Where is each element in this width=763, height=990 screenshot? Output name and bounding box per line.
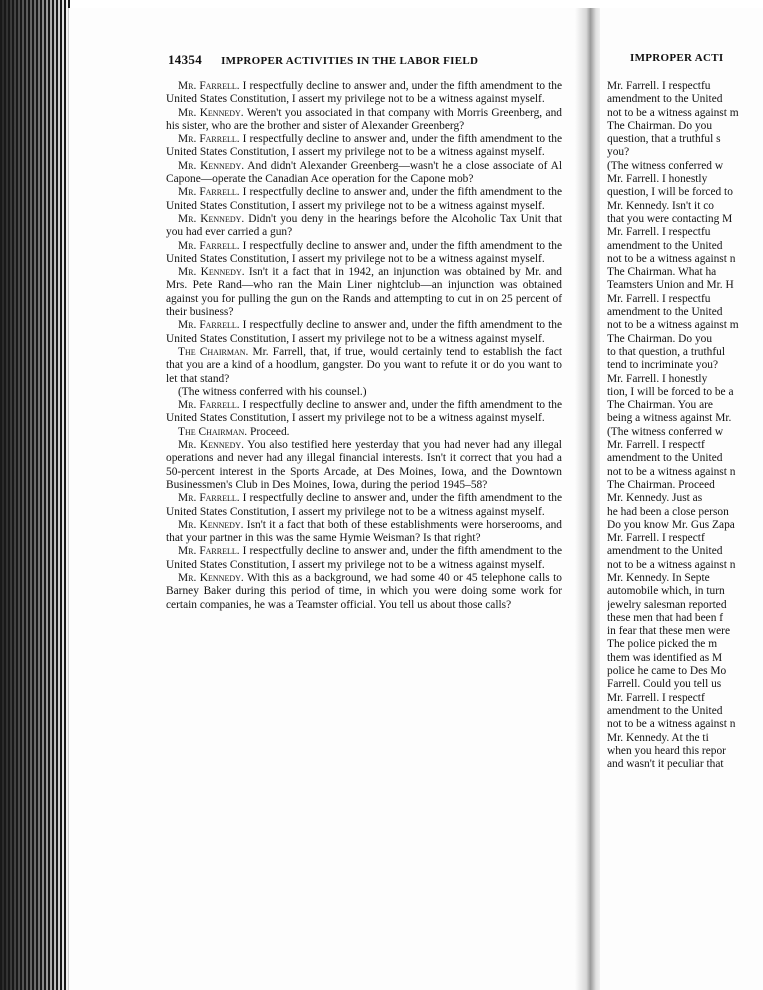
testimony-paragraph	[166, 80, 562, 107]
speaker-label: Mr. Farrell.	[178, 239, 240, 252]
speaker-label: Mr. Kennedy.	[178, 212, 245, 225]
text-line: these men that had been f	[607, 611, 724, 624]
testimony-paragraph	[166, 519, 562, 546]
text-line: Mr. Kennedy. At the ti	[607, 731, 709, 744]
text-line: to that question, a truthful	[607, 345, 725, 358]
speaker-label: Mr. Kennedy.	[178, 439, 244, 452]
testimony-paragraph	[166, 266, 562, 319]
testimony-paragraph	[166, 240, 562, 267]
text-line: The Chairman. What ha	[607, 266, 717, 279]
speaker-label: The Chairman.	[178, 425, 248, 438]
testimony-text: Didn't you deny in the hearings before the Alcoholic Tax Unit that you had ever carried a gun?	[166, 212, 562, 239]
testimony-paragraph	[166, 319, 562, 346]
text-line: and wasn't it peculiar that	[607, 758, 724, 771]
testimony-paragraph	[166, 346, 562, 386]
text-line: Mr. Farrell. I honestly	[607, 372, 708, 385]
text-line: not to be a witness against m	[607, 319, 739, 332]
testimony-text: I respectfully decline to answer and, under the fifth amendment to the United States Constitution, I assert my privilege not to be a witness against myself.	[166, 186, 562, 212]
text-line: you?	[607, 146, 630, 159]
testimony-paragraph	[166, 107, 562, 134]
text-line: jewelry salesman reported	[607, 598, 727, 611]
speaker-label: The Chairman.	[178, 345, 249, 358]
testimony-text: I respectfully decline to answer and, under the fifth amendment to the United States Constitution, I assert my privilege not to be a witness against myself.	[166, 545, 562, 571]
text-line: Mr. Farrell. I respectfu	[607, 226, 711, 239]
speaker-label: Mr. Farrell.	[178, 545, 240, 558]
text-line: police he came to Des Mo	[607, 665, 727, 678]
speaker-label: Mr. Kennedy.	[178, 266, 245, 279]
testimony-paragraph	[166, 545, 562, 572]
text-line: not to be a witness against n	[607, 718, 736, 731]
testimony-text: Isn't it a fact that in 1942, an injunction was obtained by Mr. and Mrs. Pete Rand—who ran the Main Liner nightclub—an injunction was obtained against you for pulling the gun on the Rands and attempting to cut in on 25 percent of their business?	[166, 266, 562, 319]
text-line: amendment to the United	[607, 306, 723, 319]
testimony-paragraph	[166, 572, 562, 612]
testimony-text: I respectfully decline to answer and, under the fifth amendment to the United States Constitution, I assert my privilege not to be a witness against myself.	[166, 133, 562, 159]
speaker-label: Mr. Farrell.	[178, 399, 240, 412]
testimony-paragraph	[166, 386, 562, 399]
text-line: Mr. Farrell. I respectf	[607, 439, 705, 452]
testimony-paragraph	[166, 426, 562, 439]
speaker-label: Mr. Kennedy.	[178, 159, 245, 172]
testimony-text: I respectfully decline to answer and, under the fifth amendment to the United States Constitution, I assert my privilege not to be a witness against myself.	[166, 492, 562, 518]
page-number: 14354	[168, 52, 202, 67]
text-line: Mr. Farrell. I respectf	[607, 532, 705, 545]
text-line: The Chairman. You are	[607, 399, 713, 412]
testimony-paragraph	[166, 213, 562, 240]
speaker-label: Mr. Farrell.	[178, 492, 240, 505]
testimony-text: You also testified here yesterday that you had never had any illegal operations and never had any illegal financial interests. Isn't it correct that you had a 50-percent interest in the Sports Arcade, at Des Moines, Iowa, and the Downtown Businessmen's Club in Des Moines, Iowa, during the period 1945–58?	[166, 439, 562, 491]
testimony-text: (The witness conferred with his counsel.)	[178, 385, 367, 398]
text-line: he had been a close person	[607, 505, 729, 518]
testimony-text: I respectfully decline to answer and, under the fifth amendment to the United States Constitution, I assert my privilege not to be a witness against myself.	[166, 399, 562, 425]
text-line: The Chairman. Do you	[607, 332, 713, 345]
text-line: Mr. Farrell. I honestly	[607, 173, 708, 186]
testimony-text: With this as a background, we had some 40 or 45 telephone calls to Barney Baker during this period of time, in which you were doing some work for certain companies, he was a Teamster official. You tell us about those calls?	[166, 571, 562, 611]
text-line: not to be a witness against n	[607, 252, 736, 265]
testimony-text: Weren't you associated in that company with Morris Greenberg, and his sister, who are the brother and sister of Alexander Greenberg?	[166, 106, 562, 132]
page-gutter	[575, 8, 603, 990]
testimony-text: Proceed.	[250, 425, 290, 438]
text-line: amendment to the United	[607, 452, 723, 465]
text-line: Farrell. Could you tell us	[607, 678, 722, 691]
text-line: amendment to the United	[607, 93, 723, 106]
text-line: automobile which, in turn	[607, 585, 725, 598]
speaker-label: Mr. Farrell.	[178, 186, 240, 199]
left-page-text	[166, 80, 562, 612]
text-line: Mr. Farrell. I respectfu	[607, 80, 711, 92]
text-line: them was identified as M	[607, 651, 723, 664]
testimony-text: Mr. Farrell, that, if true, would certainly tend to establish the fact that you are a kind of a hoodlum, gangster. Do you want to refute it or do you want to let that stand?	[166, 345, 562, 385]
testimony-text: Isn't it a fact that both of these establishments were horserooms, and that your partner in this was the same Hymie Weisman? Is that right?	[166, 518, 562, 545]
text-line: not to be a witness against n	[607, 465, 736, 478]
speaker-label: Mr. Kennedy.	[178, 106, 244, 119]
testimony-text: And didn't Alexander Greenberg—wasn't he a close associate of Al Capone—operate the Canadian Ace operation for the Capone mob?	[166, 159, 563, 186]
testimony-text: I respectfully decline to answer and, under the fifth amendment to the United States Constitution, I assert my privilege not to be a witness against myself.	[166, 319, 562, 345]
text-line: The police picked the m	[607, 638, 718, 651]
text-line: amendment to the United	[607, 239, 723, 252]
testimony-text: I respectfully decline to answer and, under the fifth amendment to the United States Constitution, I assert my privilege not to be a witness against myself.	[166, 80, 562, 106]
right-running-head: IMPROPER ACTI	[630, 52, 724, 64]
speaker-label: Mr. Farrell.	[178, 319, 240, 332]
speaker-label: Mr. Farrell.	[178, 133, 240, 146]
testimony-paragraph	[166, 186, 562, 213]
text-line: (The witness conferred w	[607, 159, 724, 172]
text-line: tend to incriminate you?	[607, 359, 719, 372]
binding-shadow	[0, 0, 70, 990]
left-running-head	[168, 52, 563, 68]
text-line: Teamsters Union and Mr. H	[607, 279, 734, 292]
text-line: Mr. Farrell. I respectf	[607, 691, 705, 704]
text-line: in fear that these men were	[607, 625, 731, 638]
text-line: question, I will be forced to	[607, 186, 733, 199]
text-line: Mr. Kennedy. Isn't it co	[607, 199, 714, 212]
testimony-paragraph	[166, 492, 562, 519]
text-line: being a witness against Mr.	[607, 412, 732, 425]
text-line: (The witness conferred w	[607, 425, 724, 438]
testimony-paragraph	[166, 133, 562, 160]
speaker-label: Mr. Farrell.	[178, 80, 240, 92]
text-line: tion, I will be forced to be a	[607, 385, 734, 398]
text-line: question, that a truthful s	[607, 133, 721, 146]
speaker-label: Mr. Kennedy.	[178, 571, 244, 584]
text-line: The Chairman. Proceed	[607, 478, 715, 491]
text-line: Mr. Kennedy. In Septe	[607, 571, 710, 584]
text-line: not to be a witness against m	[607, 106, 739, 119]
text-line: when you heard this repor	[607, 744, 726, 757]
speaker-label: Mr. Kennedy.	[178, 518, 244, 531]
text-line: amendment to the United	[607, 545, 723, 558]
text-line: Do you know Mr. Gus Zapa	[607, 518, 735, 531]
testimony-text: I respectfully decline to answer and, under the fifth amendment to the United States Constitution, I assert my privilege not to be a witness against myself.	[166, 239, 562, 265]
text-line: that you were contacting M	[607, 212, 733, 225]
testimony-paragraph	[166, 439, 562, 492]
text-line: amendment to the United	[607, 704, 723, 717]
running-head-title: IMPROPER ACTIVITIES IN THE LABOR FIELD	[221, 55, 479, 67]
testimony-paragraph	[166, 160, 562, 187]
testimony-paragraph	[166, 399, 562, 426]
right-page-text	[607, 80, 763, 771]
text-line: The Chairman. Do you	[607, 119, 713, 132]
text-line: not to be a witness against n	[607, 558, 736, 571]
text-line: Mr. Kennedy. Just as	[607, 492, 703, 505]
text-line: Mr. Farrell. I respectfu	[607, 292, 711, 305]
